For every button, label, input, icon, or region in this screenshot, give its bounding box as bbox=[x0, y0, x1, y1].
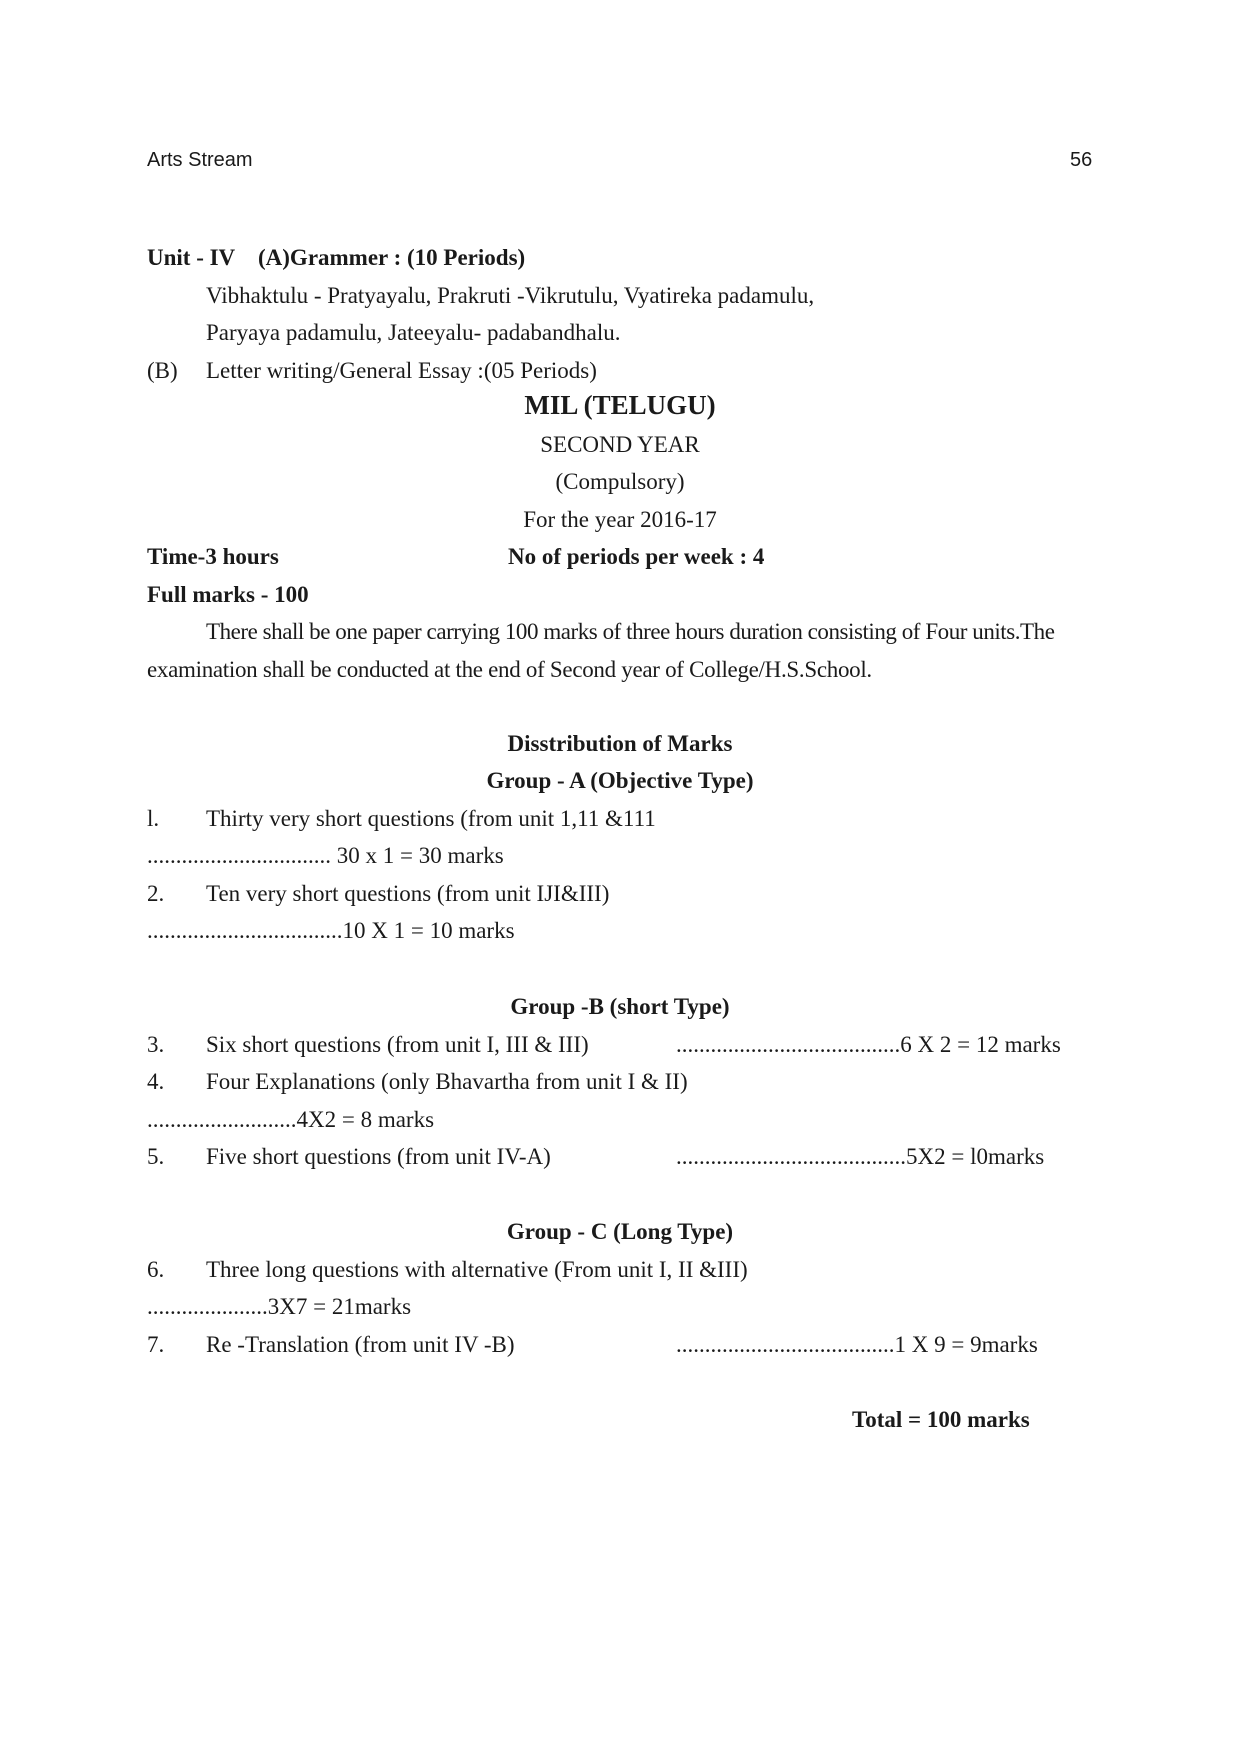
course-session: For the year 2016-17 bbox=[523, 507, 717, 532]
item-number: 5. bbox=[147, 1144, 165, 1169]
item-text: Six short questions (from unit I, III & III) bbox=[206, 1032, 589, 1057]
grammar-heading: (A)Grammer : (10 Periods) bbox=[258, 245, 526, 270]
group-a-heading: Group - A (Objective Type) bbox=[486, 768, 754, 793]
full-marks: Full marks - 100 bbox=[147, 582, 309, 607]
item-number: 7. bbox=[147, 1332, 165, 1357]
item-number: 4. bbox=[147, 1069, 165, 1094]
item-marks: ..........................4X2 = 8 marks bbox=[147, 1107, 435, 1132]
intro-line-1: There shall be one paper carrying 100 marks of three hours duration consisting of Four units.The bbox=[206, 619, 1055, 644]
total-marks: Total = 100 marks bbox=[852, 1407, 1030, 1432]
running-header: Arts Stream bbox=[147, 149, 253, 171]
page-number: 56 bbox=[1070, 149, 1093, 171]
group-c-heading: Group - C (Long Type) bbox=[506, 1219, 734, 1244]
item-number: 6. bbox=[147, 1257, 165, 1282]
course-type: (Compulsory) bbox=[555, 469, 685, 494]
item-number: 3. bbox=[147, 1032, 165, 1057]
item-text: Thirty very short questions (from unit 1,11 &111 bbox=[206, 806, 656, 831]
item-number: 2. bbox=[147, 881, 165, 906]
grammar-topics-line-2: Paryaya padamulu, Jateeyalu- padabandhalu. bbox=[206, 320, 621, 345]
item-marks: ......................................1 X 9 = 9marks bbox=[676, 1332, 1038, 1357]
item-marks: .......................................6 X 2 = 12 marks bbox=[676, 1032, 1061, 1057]
item-marks: .....................3X7 = 21marks bbox=[147, 1294, 412, 1319]
item-text: Four Explanations (only Bhavartha from unit I & II) bbox=[206, 1069, 688, 1094]
item-number: l. bbox=[147, 806, 160, 831]
intro-line-2: examination shall be conducted at the end of Second year of College/H.S.School. bbox=[147, 657, 872, 682]
unit-title: Unit - IV bbox=[147, 245, 236, 270]
exam-time: Time-3 hours bbox=[147, 544, 279, 569]
section-b-text: Letter writing/General Essay :(05 Periods) bbox=[206, 358, 597, 383]
item-marks: ................................ 30 x 1 = 30 marks bbox=[147, 843, 504, 868]
periods-per-week: No of periods per week : 4 bbox=[508, 544, 765, 569]
item-text: Three long questions with alternative (From unit I, II &III) bbox=[206, 1257, 748, 1282]
item-text: Five short questions (from unit IV-A) bbox=[206, 1144, 551, 1169]
group-b-heading: Group -B (short Type) bbox=[510, 994, 730, 1019]
grammar-topics-line-1: Vibhaktulu - Pratyayalu, Prakruti -Vikrutulu, Vyatireka padamulu, bbox=[206, 283, 815, 308]
item-text: Re -Translation (from unit IV -B) bbox=[206, 1332, 515, 1357]
item-marks: ........................................5X2 = l0marks bbox=[676, 1144, 1045, 1169]
course-year: SECOND YEAR bbox=[540, 432, 700, 457]
item-text: Ten very short questions (from unit IJI&III) bbox=[206, 881, 610, 906]
section-b-label: (B) bbox=[147, 358, 178, 383]
distribution-heading: Disstribution of Marks bbox=[507, 731, 733, 756]
course-title: MIL (TELUGU) bbox=[524, 390, 716, 420]
item-marks: ..................................10 X 1 = 10 marks bbox=[147, 918, 515, 943]
